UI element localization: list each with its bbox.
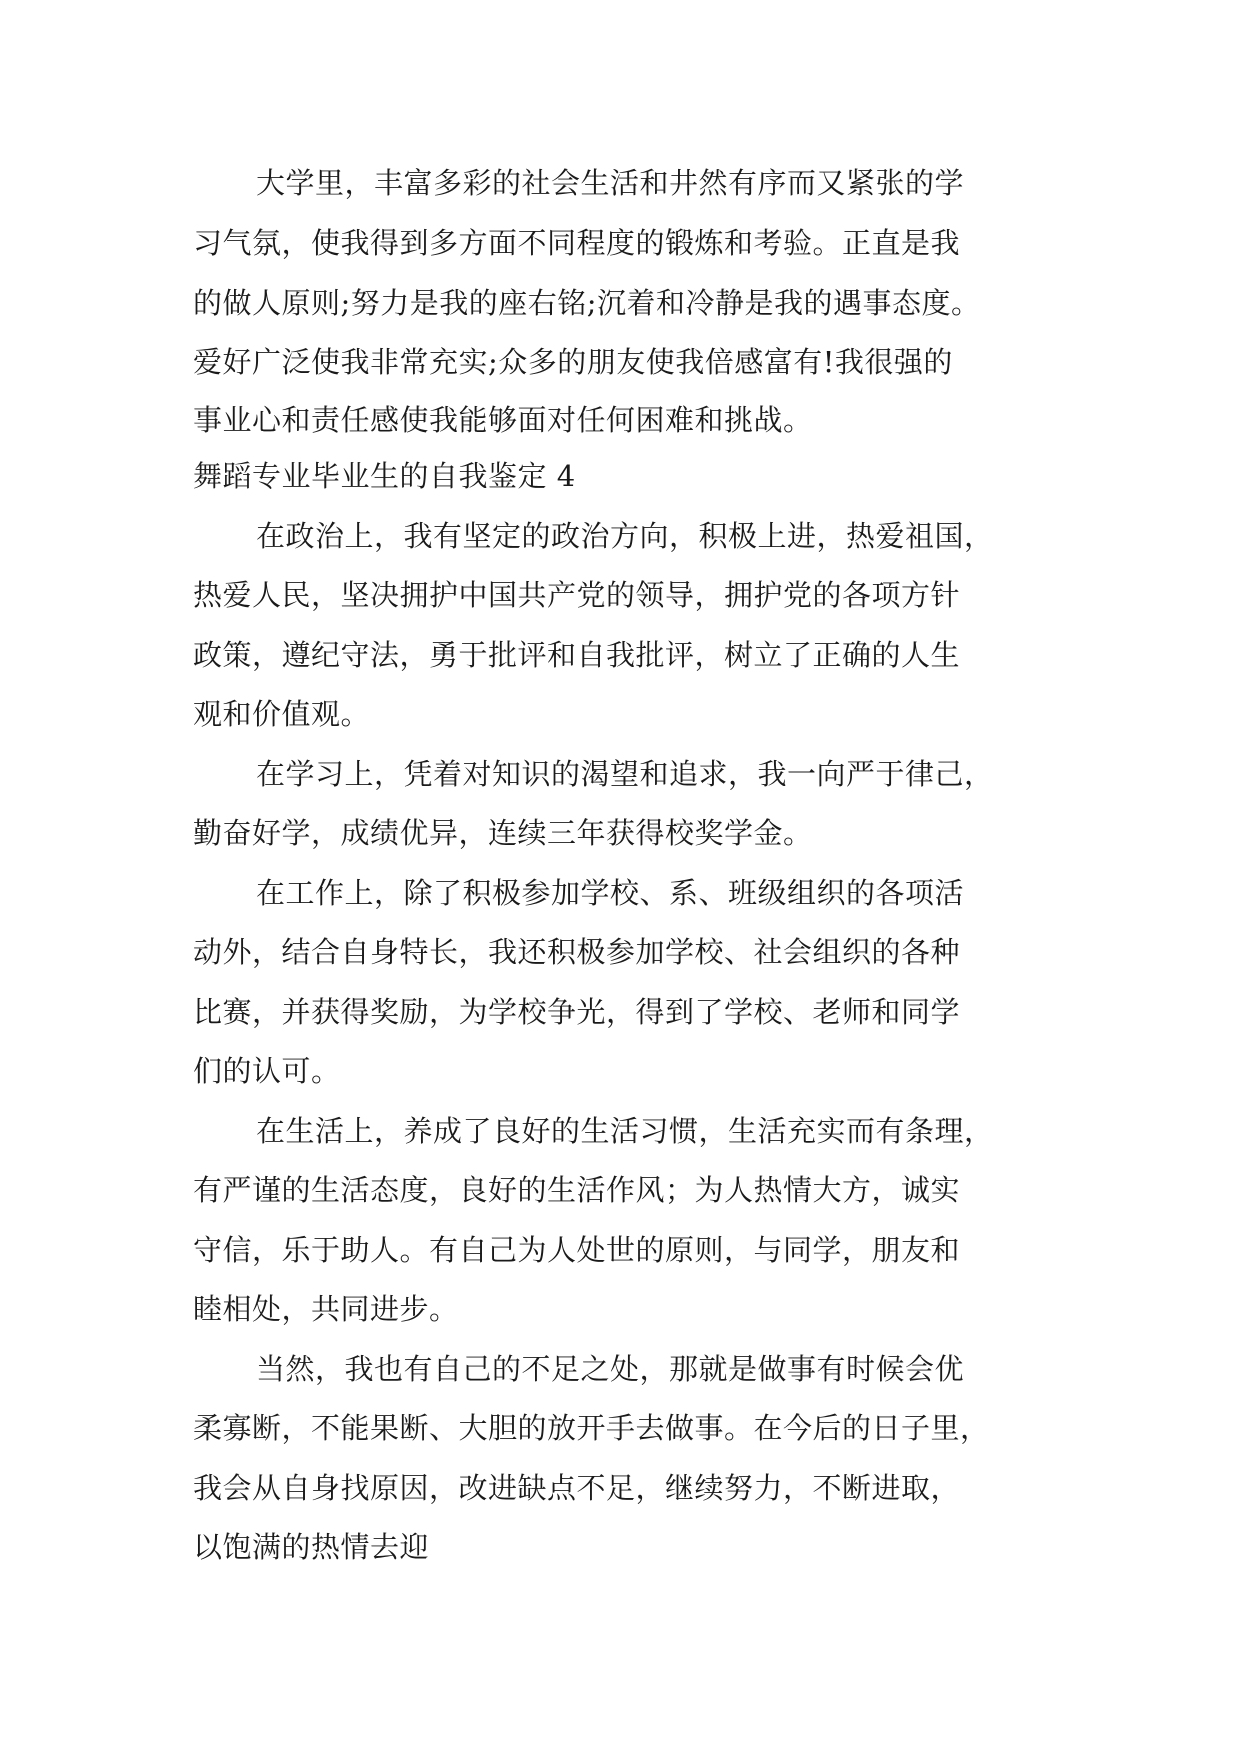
text-line: 柔寡断，不能果断、大胆的放开手去做事。在今后的日子里， (193, 1411, 990, 1445)
text-line: 我会从自身找原因，改进缺点不足，继续努力，不断进取， (193, 1471, 961, 1505)
text-line: 守信，乐于助人。有自己为人处世的原则，与同学，朋友和 (193, 1233, 961, 1267)
text-line: 有严谨的生活态度，良好的生活作风；为人热情大方，诚实 (193, 1173, 961, 1207)
text-line: 在政治上，我有坚定的政治方向，积极上进，热爱祖国， (256, 519, 994, 553)
text-line: 事业心和责任感使我能够面对任何困难和挑战。 (193, 403, 813, 437)
text-line: 爱好广泛使我非常充实;众多的朋友使我倍感富有!我很强的 (193, 345, 953, 379)
text-line: 在工作上，除了积极参加学校、系、班级组织的各项活 (256, 876, 965, 910)
text-line: 习气氛，使我得到多方面不同程度的锻炼和考验。正直是我 (193, 226, 961, 260)
text-line: 们的认可。 (193, 1054, 341, 1088)
text-line: 的做人原则;努力是我的座右铭;沉着和冷静是我的遇事态度。 (193, 286, 981, 320)
text-line: 在生活上，养成了良好的生活习惯，生活充实而有条理， (256, 1114, 994, 1148)
text-line: 以饱满的热情去迎 (193, 1530, 430, 1564)
text-line: 热爱人民，坚决拥护中国共产党的领导，拥护党的各项方针 (193, 578, 961, 612)
text-line: 政策，遵纪守法，勇于批评和自我批评，树立了正确的人生 (193, 638, 961, 672)
text-line: 观和价值观。 (193, 697, 371, 731)
text-line: 在学习上，凭着对知识的渴望和追求，我一向严于律己， (256, 757, 994, 791)
text-line: 动外，结合自身特长，我还积极参加学校、社会组织的各种 (193, 935, 961, 969)
text-line: 睦相处，共同进步。 (193, 1292, 459, 1326)
section-heading: 舞蹈专业毕业生的自我鉴定 4 (193, 459, 576, 493)
text-line: 大学里，丰富多彩的社会生活和井然有序而又紧张的学 (256, 166, 965, 200)
text-line: 当然，我也有自己的不足之处，那就是做事有时候会优 (256, 1352, 965, 1386)
text-line: 勤奋好学，成绩优异，连续三年获得校奖学金。 (193, 816, 813, 850)
text-line: 比赛，并获得奖励，为学校争光，得到了学校、老师和同学 (193, 995, 961, 1029)
